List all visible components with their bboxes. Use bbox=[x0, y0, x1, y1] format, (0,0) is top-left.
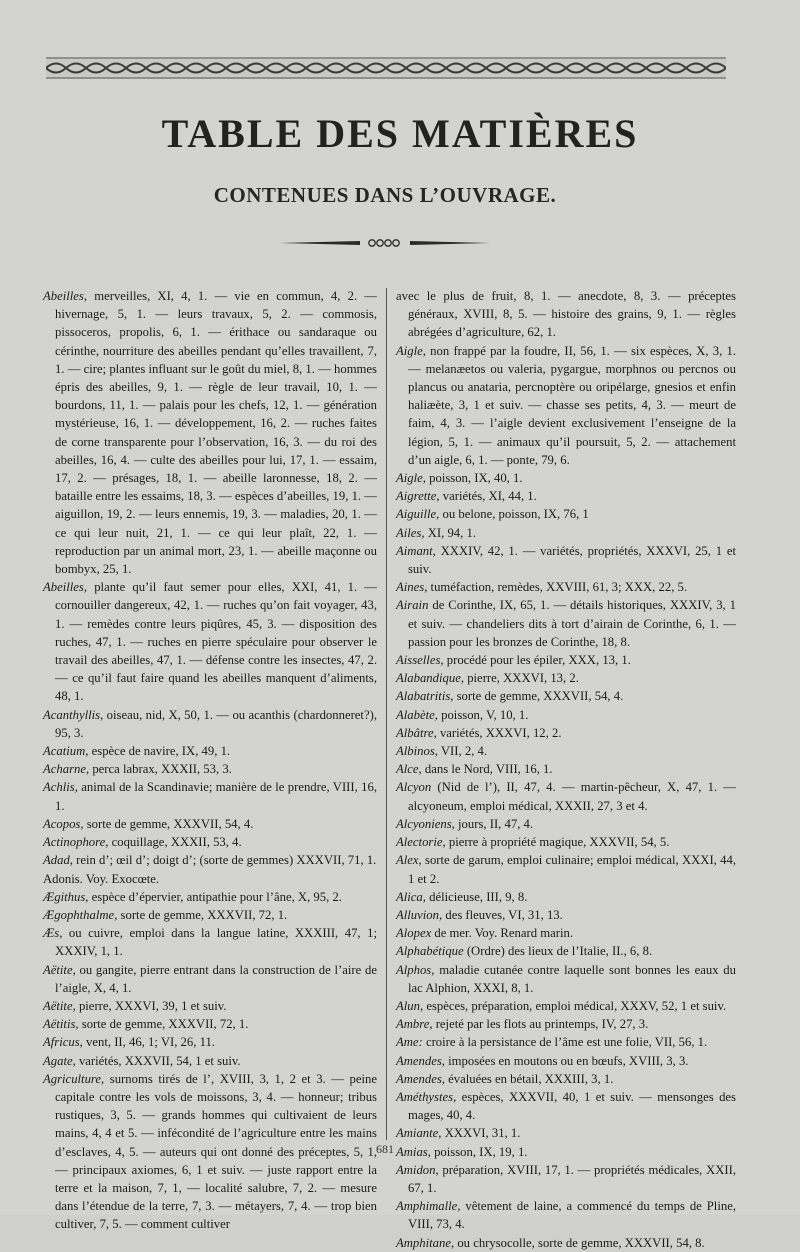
entry-headword: Alabète, bbox=[396, 707, 438, 722]
entry-text: sorte de gemme, XXXVII, 72, 1. bbox=[117, 907, 288, 922]
entry-text: délicieuse, III, 9, 8. bbox=[425, 889, 528, 904]
index-entry bbox=[43, 870, 377, 888]
entry-text: sorte de gemme, XXXVII, 72, 1. bbox=[78, 1017, 249, 1032]
entry-text: pierre à propriété magique, XXXVII, 54, 5. bbox=[445, 835, 670, 850]
index-entry bbox=[396, 1070, 736, 1088]
entry-headword: Aigle, bbox=[396, 471, 426, 486]
entry-headword: Alica, bbox=[396, 889, 426, 904]
index-entry bbox=[396, 1143, 736, 1161]
column-divider bbox=[386, 288, 387, 1140]
entry-text: ou gangite, pierre entrant dans la construction de l’aire de l’aigle, X, 4, 1. bbox=[55, 962, 377, 995]
entry-text: poisson, V, 10, 1. bbox=[437, 707, 529, 722]
entry-headword: Alex, bbox=[396, 853, 422, 868]
entry-headword: Alcyon bbox=[396, 780, 432, 795]
entry-headword: Alabandique, bbox=[396, 671, 465, 686]
index-entry bbox=[396, 1015, 736, 1033]
entry-headword: Alopex bbox=[396, 926, 432, 941]
entry-text: variétés, XI, 44, 1. bbox=[439, 489, 537, 504]
entry-text: espèces, préparation, emploi médical, XXXV, 52, 1 et suiv. bbox=[423, 998, 727, 1013]
entry-headword: Alphabétique bbox=[396, 944, 464, 959]
entry-headword: Ambre, bbox=[396, 1017, 433, 1032]
index-entry bbox=[396, 833, 736, 851]
entry-headword: Ægophthalme, bbox=[43, 907, 118, 922]
index-entry bbox=[43, 833, 377, 851]
entry-text: avec le plus de fruit, 8, 1. — anecdote, 8, 3. — préceptes généraux, XVIII, 8, 5. — histoire des grains, 9, 1. — règles abrégées d’agriculture, 62, 1. bbox=[396, 289, 736, 340]
entry-headword: Aines, bbox=[396, 580, 428, 595]
index-entry bbox=[396, 942, 736, 960]
entry-headword: Aimant, bbox=[396, 543, 436, 558]
entry-text: XXXVI, 31, 1. bbox=[441, 1126, 521, 1141]
entry-headword: Aisselles, bbox=[396, 653, 444, 668]
index-entry bbox=[396, 924, 736, 942]
entry-headword: Ame: bbox=[396, 1035, 423, 1050]
entry-text: sorte de gemme, XXXVII, 54, 4. bbox=[453, 689, 624, 704]
entry-text: préparation, XVIII, 17, 1. — propriétés médicales, XXII, 67, 1. bbox=[408, 1162, 736, 1195]
index-entry bbox=[396, 1197, 736, 1233]
entry-headword: Ægithus, bbox=[43, 889, 89, 904]
entry-text: ou cuivre, emploi dans la langue latine, XXXIII, 47, 1; XXXIV, 1, 1. bbox=[55, 926, 377, 959]
entry-headword: Alce, bbox=[396, 762, 422, 777]
entry-headword: Amphimalle, bbox=[396, 1199, 461, 1214]
index-entry bbox=[43, 851, 377, 869]
entry-text: (Ordre) des lieux de l’Italie, II., 6, 8. bbox=[463, 944, 653, 959]
entry-headword: Aëtite, bbox=[43, 962, 76, 977]
entry-text: perca labrax, XXXII, 53, 3. bbox=[89, 762, 232, 777]
entry-text: surnoms tirés de l’, XVIII, 3, 1, 2 et 3. — peine capitale contre les vols de moissons, 3, 4. — honneur; tribus rustiques, 3, 5. — grands hommes qui cultivaient de leurs mains, 4, 4 et 5. — infécondité de l’agriculture entre les mains d’esclaves, 4, 5. — auteurs qui ont donné des préceptes, 5, 1, — principaux axiomes, 6, 1 et suiv. — juste rapport entre la terre et la maison, 7, 1, — localité salubre, 7, 2. — mesure dans l’étendue de la terre, 7, 3. — métayers, 7, 4. — trop bien cultiver, 7, 5. — comment cultiver bbox=[55, 1071, 377, 1232]
entry-headword: Albâtre, bbox=[396, 725, 437, 740]
entry-text: croire à la persistance de l’âme est une folie, VII, 56, 1. bbox=[422, 1035, 708, 1050]
index-entry bbox=[396, 542, 736, 578]
index-entry bbox=[43, 287, 377, 578]
index-entry bbox=[396, 578, 736, 596]
index-entry bbox=[396, 815, 736, 833]
entry-headword: Acopos, bbox=[43, 816, 84, 831]
entry-headword: Alun, bbox=[396, 998, 424, 1013]
entry-headword: Africus, bbox=[43, 1035, 83, 1050]
index-entry bbox=[43, 906, 377, 924]
index-entry bbox=[396, 888, 736, 906]
entry-headword: Amias, bbox=[396, 1144, 431, 1159]
entry-text: ou belone, poisson, IX, 76, 1 bbox=[439, 507, 589, 522]
entry-headword: Abeilles, bbox=[43, 289, 88, 303]
page-subtitle: CONTENUES DANS L’OUVRAGE. bbox=[213, 183, 557, 207]
index-entry bbox=[396, 342, 736, 469]
index-entry bbox=[396, 596, 736, 651]
entry-headword: Acharne, bbox=[43, 762, 90, 777]
index-entry bbox=[43, 778, 377, 814]
entry-text: vent, II, 46, 1; VI, 26, 11. bbox=[82, 1035, 215, 1050]
index-entry bbox=[396, 906, 736, 924]
index-entry bbox=[396, 706, 736, 724]
index-entry bbox=[43, 760, 377, 778]
entry-text: (Nid de l’), II, 47, 4. — martin-pêcheur, X, 47, 1. — alcyoneum, emploi médical, XXXII, 27, 3 et 4. bbox=[408, 780, 736, 813]
entry-text: sorte de garum, emploi culinaire; emploi médical, XXXI, 44, 1 et 2. bbox=[408, 853, 736, 886]
index-entry bbox=[396, 505, 736, 523]
index-entry bbox=[396, 1161, 736, 1197]
index-entry bbox=[396, 851, 736, 887]
entry-headword: Adad, bbox=[43, 853, 73, 868]
entry-text: évaluées en bétail, XXXIII, 3, 1. bbox=[444, 1071, 614, 1086]
entry-headword: Amiante, bbox=[396, 1126, 442, 1141]
entry-text: de Corinthe, IX, 65, 1. — détails historiques, XXXIV, 3, 1 et suiv. — chandeliers dits à tort d’airain de Corinthe, 6, 1. — passion pour les bronzes de Corinthe, 18, 8. bbox=[408, 598, 736, 649]
entry-headword: Aigrette, bbox=[396, 489, 440, 504]
entry-text: variétés, XXXVII, 54, 1 et suiv. bbox=[75, 1053, 241, 1068]
entry-text: sorte de gemme, XXXVII, 54, 4. bbox=[83, 816, 254, 831]
index-entry bbox=[43, 888, 377, 906]
entry-headword: Agate, bbox=[43, 1053, 76, 1068]
entry-text: vêtement de laine, a commencé du temps de Pline, VIII, 73, 4. bbox=[408, 1199, 736, 1232]
entry-headword: Actinophore, bbox=[43, 835, 109, 850]
index-column-right bbox=[396, 287, 736, 1252]
entry-text: coquillage, XXXII, 53, 4. bbox=[108, 835, 242, 850]
entry-headword: Alphos, bbox=[396, 962, 435, 977]
entry-headword: Alcyoniens, bbox=[396, 816, 455, 831]
entry-headword: Achlis, bbox=[43, 780, 78, 795]
entry-headword: Airain bbox=[396, 598, 429, 613]
index-entry bbox=[396, 669, 736, 687]
entry-headword: Amendes, bbox=[396, 1053, 445, 1068]
index-entry bbox=[396, 778, 736, 814]
ornamental-band-top bbox=[46, 55, 726, 81]
entry-text: maladie cutanée contre laquelle sont bonnes les eaux du lac Alphion, XXXI, 8, 1. bbox=[408, 962, 736, 995]
entry-text: VII, 2, 4. bbox=[437, 744, 488, 759]
index-entry bbox=[396, 997, 736, 1015]
index-entry bbox=[396, 1234, 736, 1252]
entry-text: espèces, XXXVII, 40, 1 et suiv. — mensonges des mages, 40, 4. bbox=[408, 1089, 736, 1123]
entry-headword: Amendes, bbox=[396, 1071, 445, 1086]
entry-text: pierre, XXXVI, 39, 1 et suiv. bbox=[75, 998, 227, 1013]
page-number: 681 bbox=[376, 1142, 394, 1156]
entry-headword: Albinos, bbox=[396, 744, 438, 759]
entry-text: oiseau, nid, X, 50, 1. — ou acanthis (chardonneret?), 95, 3. bbox=[55, 707, 377, 740]
index-entry bbox=[43, 924, 377, 960]
index-entry bbox=[396, 1052, 736, 1070]
index-entry bbox=[43, 742, 377, 760]
entry-headword: Alectorie, bbox=[396, 835, 446, 850]
entry-text: dans le Nord, VIII, 16, 1. bbox=[421, 762, 553, 777]
entry-headword: Acanthyllis, bbox=[43, 707, 104, 722]
entry-headword: Ailes, bbox=[396, 525, 425, 540]
index-entry bbox=[396, 724, 736, 742]
entry-headword: Amphitane, bbox=[396, 1235, 455, 1250]
index-entry bbox=[396, 469, 736, 487]
index-entry bbox=[396, 524, 736, 542]
entry-text: ou chrysocolle, sorte de gemme, XXXVII, 54, 8. bbox=[454, 1235, 705, 1250]
index-entry bbox=[43, 1015, 377, 1033]
entry-text: animal de la Scandinavie; manière de le prendre, VIII, 16, 1. bbox=[55, 780, 377, 813]
entry-headword: Alabatritis, bbox=[396, 689, 454, 704]
index-entry bbox=[396, 961, 736, 997]
entry-text: tuméfaction, remèdes, XXVIII, 61, 3; XXX, 22, 5. bbox=[427, 580, 688, 595]
entry-text: espèce d’épervier, antipathie pour l’âne, X, 95, 2. bbox=[88, 889, 342, 904]
entry-headword: Æs, bbox=[43, 926, 63, 941]
index-entry bbox=[396, 1088, 736, 1124]
index-entry bbox=[396, 651, 736, 669]
index-entry bbox=[396, 742, 736, 760]
entry-headword: Abeilles, bbox=[43, 580, 88, 595]
entry-text: procédé pour les épiler, XXX, 13, 1. bbox=[443, 653, 631, 668]
index-entry bbox=[396, 687, 736, 705]
index-entry bbox=[43, 815, 377, 833]
entry-text: espèce de navire, IX, 49, 1. bbox=[88, 744, 231, 759]
entry-text: rein d’; œil d’; doigt d’; (sorte de gemmes) XXXVII, 71, 1. bbox=[72, 853, 377, 868]
entry-headword: Aëtitis, bbox=[43, 1017, 79, 1032]
entry-headword: Alluvion, bbox=[396, 907, 443, 922]
index-entry bbox=[43, 1070, 377, 1234]
entry-text: rejeté par les flots au printemps, IV, 27, 3. bbox=[432, 1017, 649, 1032]
index-entry bbox=[43, 1033, 377, 1051]
entry-text: poisson, IX, 40, 1. bbox=[425, 471, 523, 486]
index-entry bbox=[43, 997, 377, 1015]
entry-text: XI, 94, 1. bbox=[424, 525, 476, 540]
index-entry bbox=[396, 1124, 736, 1142]
entry-text: merveilles, XI, 4, 1. — vie en commun, 4, 2. — hivernage, 5, 1. — leurs travaux, 5, 2. — commosis, pissoceros, propolis, 6, 1. — érithace ou sandaraque ou cérinthe, nourriture des abeilles pendant qu’elles travaillent, 7, 1. — cire; plantes influant sur le goût du miel, 8, 1. — hommes épris des abeilles, 9, 1. — règle de leur travail, 10, 1. — bourdons, 11, 1. — palais pour les chefs, 12, 1. — génération mystérieuse, 16, 1. — développement, 16, 2. — ruches faites de corne transparente pour l’observation, 16, 3. — du roi des abeilles, 16, 4. — culte des abeilles pour lui, 17, 1. — essaim, 17, 2. — présages, 18, 1. — abeille laronnesse, 18, 2. — bataille entre les essaims, 18, 3. — espèces d’abeilles, 19, 1. — aiguillon, 19, 2. — leurs ennemis, 19, 3. — maladies, 20, 1. — ce qui leur nuit, 21, 1. — ce qui leur plaît, 22, 1. — reproduction par un animal mort, 23, 1. — abeille maçonne ou bombyx, 25, 1. bbox=[55, 289, 377, 577]
entry-text: de mer. Voy. Renard marin. bbox=[431, 926, 573, 941]
entry-text: poisson, IX, 19, 1. bbox=[430, 1144, 528, 1159]
entry-text: Adonis. Voy. Exocœte. bbox=[43, 871, 160, 886]
entry-text: jours, II, 47, 4. bbox=[454, 816, 534, 831]
index-entry bbox=[43, 961, 377, 997]
index-entry bbox=[396, 1033, 736, 1051]
index-entry bbox=[396, 760, 736, 778]
index-entry bbox=[396, 287, 736, 342]
entry-headword: Amidon, bbox=[396, 1162, 439, 1177]
entry-text: des fleuves, VI, 31, 13. bbox=[442, 907, 563, 922]
entry-text: XXXIV, 42, 1. — variétés, propriétés, XXXVI, 25, 1 et suiv. bbox=[408, 543, 736, 577]
entry-text: plante qu’il faut semer pour elles, XXI, 41, 1. — cornouiller dangereux, 42, 1. — ruches qu’on fait voyager, 43, 1. — remèdes contre leurs piqûres, 45, 3. — disposition des ruches, 47, 1. — ruches en pierre spéculaire pour observer le travail des abeilles, 47, 1. — défense contre les insectes, 47, 2. — ce qu’il faut faire quand les abeilles manquent d’aliments, 48, 1. bbox=[55, 580, 377, 704]
index-entry bbox=[43, 706, 377, 742]
index-entry bbox=[43, 578, 377, 705]
entry-headword: Acatium, bbox=[43, 744, 89, 759]
entry-headword: Aigle, bbox=[396, 343, 426, 358]
entry-text: pierre, XXXVI, 13, 2. bbox=[464, 671, 579, 686]
index-entry bbox=[43, 1052, 377, 1070]
entry-headword: Aiguille, bbox=[396, 507, 440, 522]
ornamental-divider bbox=[280, 236, 490, 250]
entry-headword: Aëtite, bbox=[43, 998, 76, 1013]
page-title: TABLE DES MATIÈRES bbox=[161, 111, 639, 156]
entry-text: variétés, XXXVI, 12, 2. bbox=[436, 725, 562, 740]
entry-text: non frappé par la foudre, II, 56, 1. — six espèces, X, 3, 1. — melanæetos ou valeria, pygargue, morphnos ou percnos ou plancus ou anataria, percnoptère ou oripélarge, gnesios et enfin haliæète, 3, 1 et suiv. — chasse ses petits, 4, 3. — meurt de faim, 4, 3. — l’aigle devient exclusivement l’enseigne de la légion, 5, 1. — animaux qu’il poursuit, 5, 2. — attachement d’un aigle, 6, 1. — ponte, 79, 6. bbox=[408, 343, 736, 467]
index-entry bbox=[396, 487, 736, 505]
entry-text: imposées en moutons ou en bœufs, XVIII, 3, 3. bbox=[444, 1053, 689, 1068]
index-column-left bbox=[43, 287, 377, 1234]
entry-headword: Agriculture, bbox=[43, 1071, 105, 1086]
entry-headword: Améthystes, bbox=[396, 1089, 457, 1104]
